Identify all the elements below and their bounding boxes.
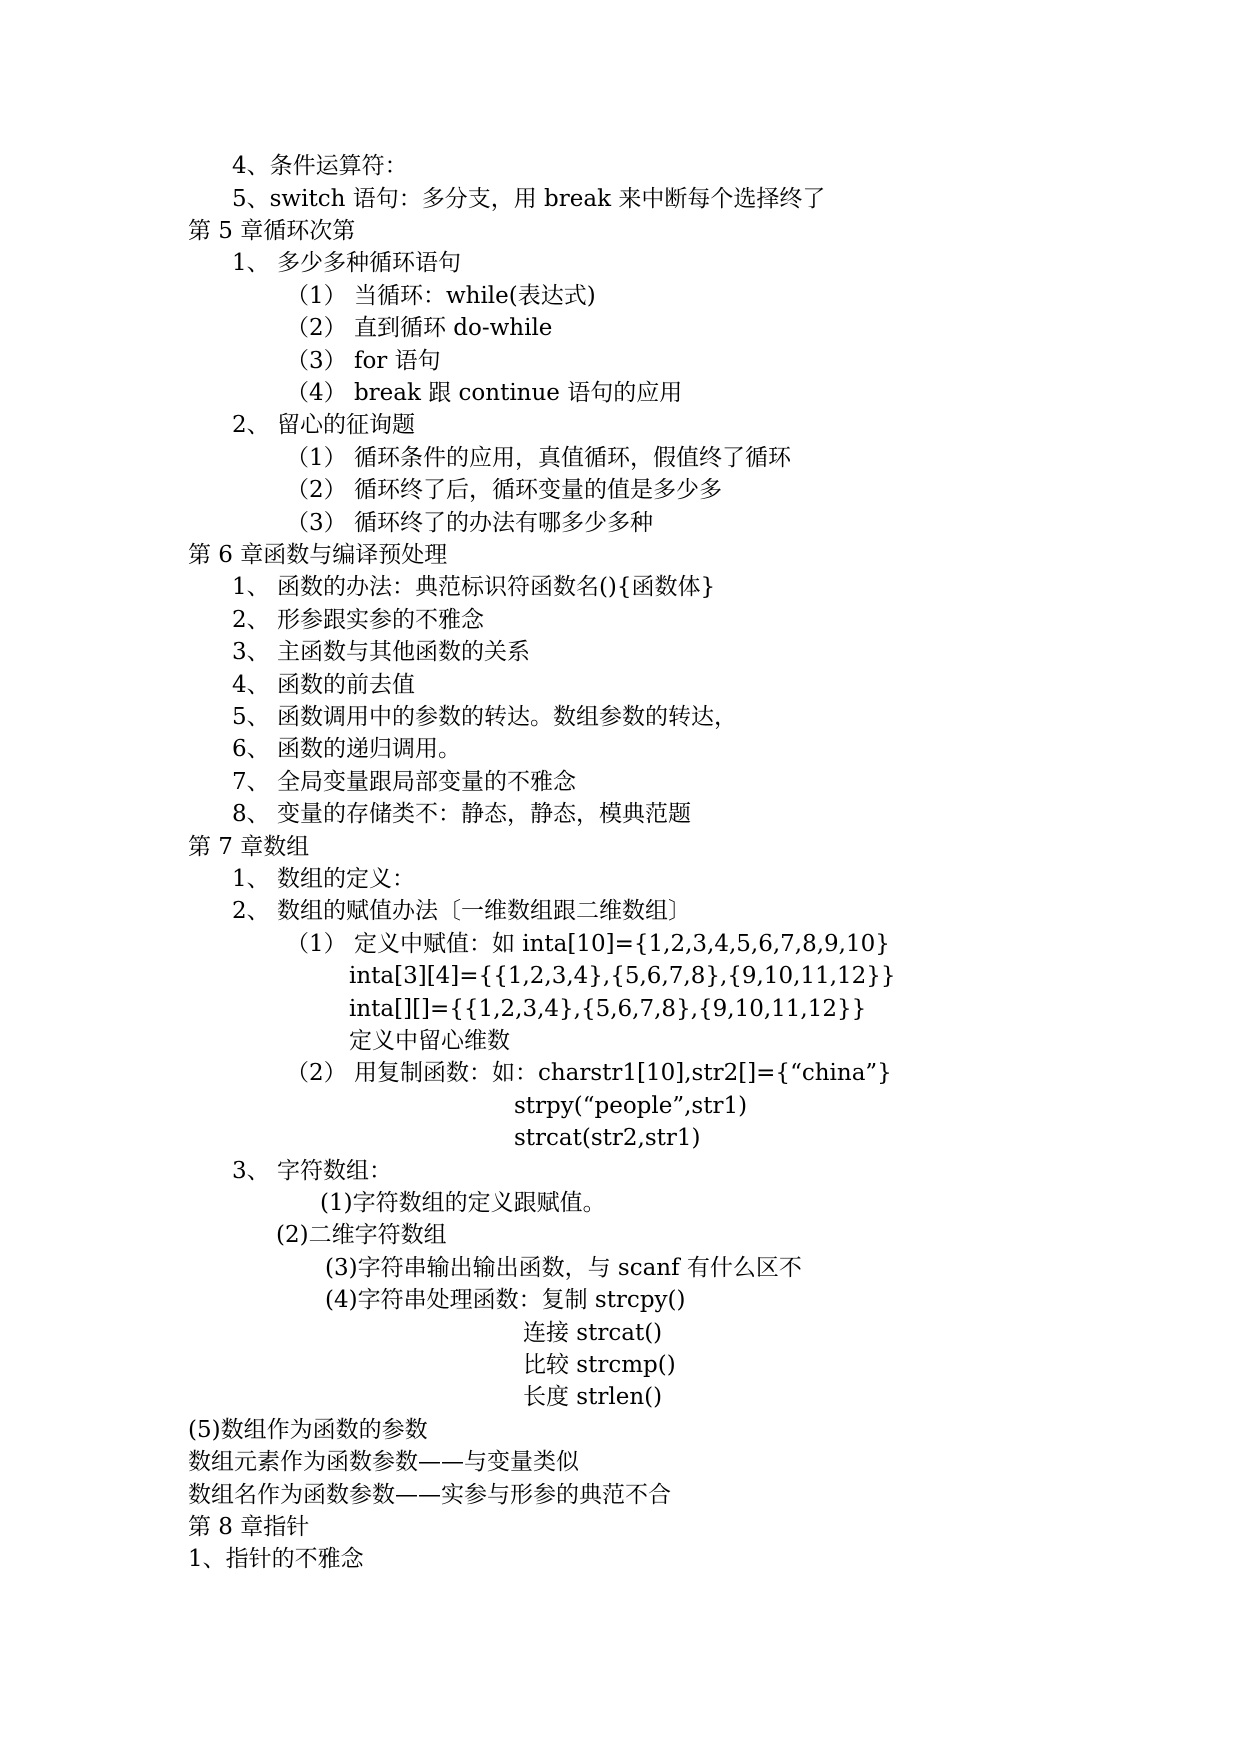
text-line: 2、 数组的赋值办法〔一维数组跟二维数组〕: [232, 898, 691, 924]
chapter-heading: 第 7 章数组: [188, 834, 310, 860]
text-line: (5)数组作为函数的参数: [188, 1417, 428, 1443]
chapter-heading: 第 5 章循环次第: [188, 218, 356, 244]
text-line: (1)字符数组的定义跟赋值。: [320, 1190, 606, 1216]
text-line: （1） 当循环：while(表达式): [286, 283, 596, 309]
text-line: 7、 全局变量跟局部变量的不雅念: [232, 769, 576, 795]
text-line: (3)字符串输出输出函数，与 scanf 有什么区不: [325, 1255, 802, 1281]
text-line: 数组元素作为函数参数——与变量类似: [188, 1449, 579, 1475]
text-line: 8、 变量的存储类不：静态，静态，模典范题: [232, 801, 691, 827]
text-line: 1、 函数的办法：典范标识符函数名(){函数体}: [232, 574, 716, 600]
text-line: 长度 strlen(): [523, 1384, 663, 1410]
text-line: （2） 直到循环 do-while: [286, 315, 553, 341]
text-line: 3、 主函数与其他函数的关系: [232, 639, 530, 665]
text-line: 1、指针的不雅念: [188, 1546, 364, 1572]
text-line: inta[][]={{1,2,3,4},{5,6,7,8},{9,10,11,12}}: [349, 996, 867, 1022]
text-line: 4、 函数的前去值: [232, 672, 415, 698]
text-line: inta[3][4]={{1,2,3,4},{5,6,7,8},{9,10,11,12}}: [349, 963, 896, 989]
text-line: 1、 数组的定义：: [232, 866, 415, 892]
text-line: （3） 循环终了的办法有哪多少多种: [286, 510, 653, 536]
text-line: 5、 函数调用中的参数的转达。数组参数的转达，: [232, 704, 737, 730]
text-line: 5、switch 语句：多分支，用 break 来中断每个选择终了: [232, 186, 826, 212]
text-line: 连接 strcat(): [523, 1320, 663, 1346]
text-line: 数组名作为函数参数——实参与形参的典范不合: [188, 1482, 671, 1508]
chapter-heading: 第 8 章指针: [188, 1514, 310, 1540]
chapter-heading: 第 6 章函数与编译预处理: [188, 542, 448, 568]
text-line: （4） break 跟 continue 语句的应用: [286, 380, 683, 406]
text-line: （1） 循环条件的应用，真值循环，假值终了循环: [286, 445, 791, 471]
text-line: 2、 留心的征询题: [232, 412, 415, 438]
text-line: 3、 字符数组：: [232, 1158, 392, 1184]
text-line: （2） 用复制函数：如：charstr1[10],str2[]={“china”}: [286, 1060, 892, 1086]
text-line: 6、 函数的递归调用。: [232, 736, 461, 762]
text-line: 2、 形参跟实参的不雅念: [232, 607, 484, 633]
text-line: strpy(“people”,str1): [514, 1093, 748, 1119]
text-line: 4、条件运算符：: [232, 153, 408, 179]
text-line: 比较 strcmp(): [523, 1352, 676, 1378]
text-line: （1） 定义中赋值：如 inta[10]={1,2,3,4,5,6,7,8,9,10}: [286, 931, 890, 957]
text-line: 定义中留心维数: [349, 1028, 510, 1054]
text-line: （2） 循环终了后，循环变量的值是多少多: [286, 477, 722, 503]
text-line: (2)二维字符数组: [276, 1222, 447, 1248]
text-line: (4)字符串处理函数：复制 strcpy(): [325, 1287, 686, 1313]
text-line: 1、 多少多种循环语句: [232, 250, 461, 276]
text-line: （3） for 语句: [286, 348, 441, 374]
text-line: strcat(str2,str1): [514, 1125, 701, 1151]
